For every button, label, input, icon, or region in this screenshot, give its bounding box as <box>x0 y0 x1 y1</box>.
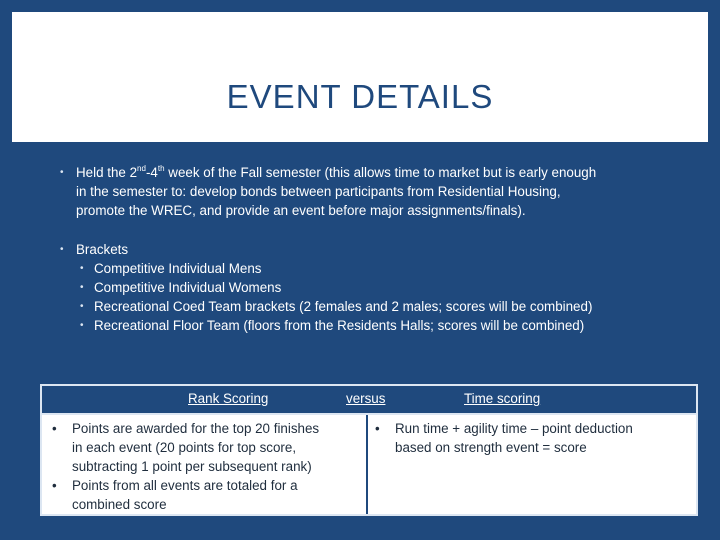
bullet-dot-icon: • <box>80 282 84 293</box>
table-body <box>42 415 696 514</box>
bracket-item <box>80 316 694 335</box>
timing-text-start: Held the 2 <box>76 165 138 180</box>
time-scoring-header: Time scoring <box>464 391 541 406</box>
cell-line: based on strength event = score <box>395 440 587 455</box>
timing-text-line1: week of the Fall semester (this allows time to market but is early enough <box>164 165 597 180</box>
bullet-dot-icon: • <box>375 421 380 436</box>
timing-text-mid: -4 <box>145 165 158 180</box>
bracket-item <box>80 297 694 316</box>
timing-text-line3: promote the WREC, and provide an event before major assignments/finals). <box>76 203 526 218</box>
column-divider <box>366 415 368 514</box>
brackets-label: Brackets <box>76 242 129 257</box>
scoring-comparison-table <box>40 384 698 516</box>
bracket-item-label: Recreational Floor Team (floors from the Residents Halls; scores will be combined) <box>94 318 585 333</box>
bracket-item <box>80 259 694 278</box>
bullet-dot-icon: • <box>80 263 84 274</box>
time-scoring-point <box>375 419 691 457</box>
cell-line: in each event (20 points for top score, <box>72 440 297 455</box>
bracket-item-label: Competitive Individual Womens <box>94 280 282 295</box>
cell-line: subtracting 1 point per subsequent rank) <box>72 459 312 474</box>
bullet-dot-icon: • <box>60 167 64 178</box>
bullet-dot-icon: • <box>52 421 57 436</box>
table-header <box>42 386 696 415</box>
bullet-dot-icon: • <box>52 478 57 493</box>
versus-header: versus <box>346 391 386 406</box>
cell-line: Points are awarded for the top 20 finishes <box>72 421 320 436</box>
bracket-item <box>80 278 694 297</box>
bullet-dot-icon: • <box>60 244 64 255</box>
superscript-nd: nd <box>137 163 146 173</box>
bracket-item-label: Recreational Coed Team brackets (2 females and 2 males; scores will be combined) <box>94 299 593 314</box>
bullet-event-timing <box>60 163 676 220</box>
rank-scoring-point <box>52 419 362 476</box>
cell-line: combined score <box>72 497 167 512</box>
cell-line: Run time + agility time – point deduction <box>395 421 633 436</box>
bullet-dot-icon: • <box>80 320 84 331</box>
rank-scoring-header: Rank Scoring <box>188 391 269 406</box>
superscript-th: th <box>157 163 165 173</box>
bracket-item-label: Competitive Individual Mens <box>94 261 262 276</box>
timing-text-line2: in the semester to: develop bonds between participants from Residential Housing, <box>76 184 561 199</box>
rank-scoring-point <box>52 476 362 514</box>
bullet-brackets <box>60 240 676 259</box>
bullet-dot-icon: • <box>80 301 84 312</box>
slide-title: EVENT DETAILS <box>226 78 494 115</box>
cell-line: Points from all events are totaled for a <box>72 478 298 493</box>
